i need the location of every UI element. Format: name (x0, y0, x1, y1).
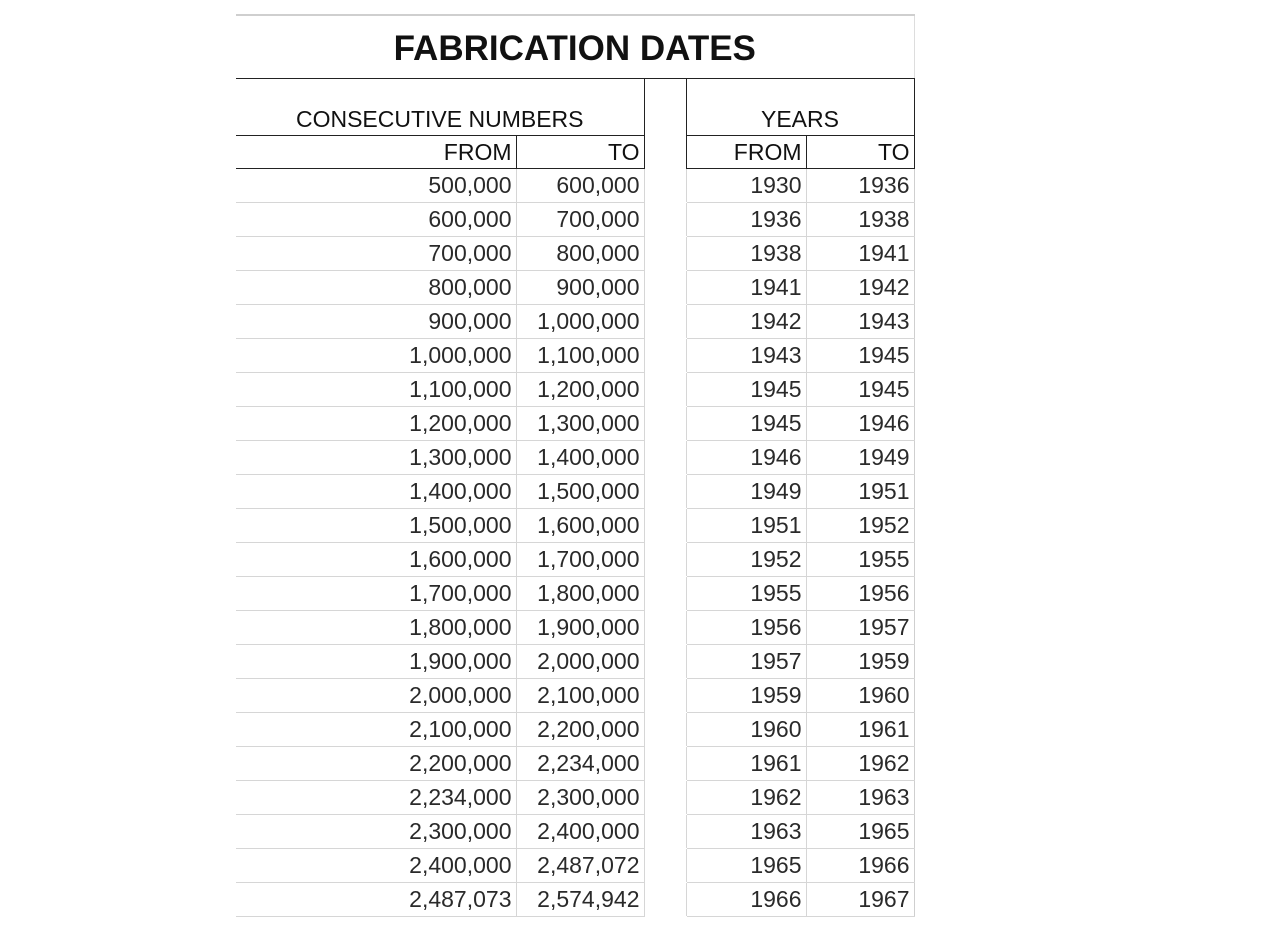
cell-number-to: 1,200,000 (516, 373, 644, 407)
cell-year-from: 1930 (686, 169, 806, 203)
cell-gap (644, 339, 686, 373)
cell-year-from: 1936 (686, 203, 806, 237)
cell-year-to: 1959 (806, 645, 914, 679)
table-row (236, 611, 914, 645)
cell-year-from: 1962 (686, 781, 806, 815)
cell-number-to: 2,400,000 (516, 815, 644, 849)
cell-number-from: 2,200,000 (236, 747, 516, 781)
cell-number-to: 2,574,942 (516, 883, 644, 917)
cell-year-from: 1946 (686, 441, 806, 475)
cell-year-to: 1945 (806, 339, 914, 373)
cell-number-from: 2,487,073 (236, 883, 516, 917)
cell-gap (644, 815, 686, 849)
cell-number-from: 2,100,000 (236, 713, 516, 747)
cell-gap (644, 713, 686, 747)
cell-gap (644, 747, 686, 781)
fabrication-dates-table (236, 14, 915, 917)
cell-year-to: 1957 (806, 611, 914, 645)
cell-number-to: 1,300,000 (516, 407, 644, 441)
cell-number-from: 2,400,000 (236, 849, 516, 883)
cell-gap (644, 781, 686, 815)
table-body (236, 169, 914, 917)
cell-number-from: 800,000 (236, 271, 516, 305)
cell-number-from: 2,234,000 (236, 781, 516, 815)
table-row (236, 577, 914, 611)
group-header-row (236, 79, 914, 136)
cell-number-from: 1,100,000 (236, 373, 516, 407)
cell-number-from: 700,000 (236, 237, 516, 271)
cell-number-to: 900,000 (516, 271, 644, 305)
table-row (236, 237, 914, 271)
table-row (236, 849, 914, 883)
cell-gap (644, 271, 686, 305)
cell-number-to: 2,300,000 (516, 781, 644, 815)
cell-year-from: 1949 (686, 475, 806, 509)
cell-year-to: 1936 (806, 169, 914, 203)
cell-number-from: 2,300,000 (236, 815, 516, 849)
cell-number-from: 600,000 (236, 203, 516, 237)
cell-year-to: 1945 (806, 373, 914, 407)
cell-year-to: 1967 (806, 883, 914, 917)
cell-number-to: 1,900,000 (516, 611, 644, 645)
cell-gap (644, 475, 686, 509)
table-row (236, 169, 914, 203)
sub-header-row (236, 136, 914, 169)
cell-year-from: 1957 (686, 645, 806, 679)
cell-gap (644, 509, 686, 543)
years-from-header: FROM (686, 136, 806, 169)
sub-header-gap-cell (644, 136, 686, 169)
table-row (236, 203, 914, 237)
cell-number-to: 2,487,072 (516, 849, 644, 883)
table-row (236, 271, 914, 305)
cell-number-to: 700,000 (516, 203, 644, 237)
cell-year-from: 1959 (686, 679, 806, 713)
years-to-header: TO (806, 136, 914, 169)
cell-number-to: 1,400,000 (516, 441, 644, 475)
cell-number-to: 1,600,000 (516, 509, 644, 543)
cell-number-from: 1,700,000 (236, 577, 516, 611)
header-gap-cell (644, 79, 686, 136)
cell-gap (644, 237, 686, 271)
cell-number-from: 1,400,000 (236, 475, 516, 509)
cell-number-from: 1,600,000 (236, 543, 516, 577)
table-row (236, 543, 914, 577)
cell-year-to: 1943 (806, 305, 914, 339)
cell-year-from: 1965 (686, 849, 806, 883)
cell-year-to: 1962 (806, 747, 914, 781)
years-header: YEARS (686, 79, 914, 136)
cell-number-to: 1,700,000 (516, 543, 644, 577)
cell-year-from: 1955 (686, 577, 806, 611)
cell-year-to: 1965 (806, 815, 914, 849)
table-row (236, 407, 914, 441)
table-row (236, 441, 914, 475)
table-title: FABRICATION DATES (236, 15, 914, 79)
cell-year-to: 1955 (806, 543, 914, 577)
cell-year-from: 1941 (686, 271, 806, 305)
cell-number-from: 900,000 (236, 305, 516, 339)
cell-number-from: 1,900,000 (236, 645, 516, 679)
cell-gap (644, 305, 686, 339)
cell-year-to: 1961 (806, 713, 914, 747)
cell-year-to: 1952 (806, 509, 914, 543)
cell-number-from: 1,300,000 (236, 441, 516, 475)
cell-year-from: 1942 (686, 305, 806, 339)
cell-number-to: 2,100,000 (516, 679, 644, 713)
table-row (236, 747, 914, 781)
numbers-to-header: TO (516, 136, 644, 169)
table-row (236, 645, 914, 679)
cell-number-to: 2,234,000 (516, 747, 644, 781)
cell-year-to: 1949 (806, 441, 914, 475)
cell-gap (644, 373, 686, 407)
cell-year-from: 1945 (686, 373, 806, 407)
cell-number-to: 800,000 (516, 237, 644, 271)
table-row (236, 781, 914, 815)
table-row (236, 475, 914, 509)
cell-number-to: 1,500,000 (516, 475, 644, 509)
cell-gap (644, 441, 686, 475)
cell-number-from: 2,000,000 (236, 679, 516, 713)
cell-year-to: 1951 (806, 475, 914, 509)
table-row (236, 713, 914, 747)
table-row (236, 509, 914, 543)
cell-year-from: 1945 (686, 407, 806, 441)
cell-number-from: 1,000,000 (236, 339, 516, 373)
numbers-from-header: FROM (236, 136, 516, 169)
cell-year-from: 1963 (686, 815, 806, 849)
fabrication-dates-sheet (236, 14, 914, 917)
cell-gap (644, 679, 686, 713)
cell-year-from: 1966 (686, 883, 806, 917)
cell-year-to: 1963 (806, 781, 914, 815)
cell-gap (644, 407, 686, 441)
cell-number-to: 1,000,000 (516, 305, 644, 339)
cell-year-to: 1942 (806, 271, 914, 305)
cell-number-from: 1,200,000 (236, 407, 516, 441)
cell-gap (644, 169, 686, 203)
cell-gap (644, 645, 686, 679)
cell-number-to: 2,000,000 (516, 645, 644, 679)
cell-year-to: 1960 (806, 679, 914, 713)
cell-gap (644, 203, 686, 237)
cell-gap (644, 543, 686, 577)
title-row (236, 15, 914, 79)
cell-number-from: 500,000 (236, 169, 516, 203)
table-row (236, 679, 914, 713)
cell-year-from: 1952 (686, 543, 806, 577)
table-row (236, 883, 914, 917)
cell-year-from: 1943 (686, 339, 806, 373)
cell-gap (644, 611, 686, 645)
cell-year-to: 1941 (806, 237, 914, 271)
table-row (236, 305, 914, 339)
cell-gap (644, 849, 686, 883)
cell-number-to: 1,100,000 (516, 339, 644, 373)
table-row (236, 339, 914, 373)
cell-year-from: 1938 (686, 237, 806, 271)
cell-year-from: 1960 (686, 713, 806, 747)
cell-number-from: 1,500,000 (236, 509, 516, 543)
consecutive-numbers-header: CONSECUTIVE NUMBERS (236, 79, 644, 136)
cell-number-from: 1,800,000 (236, 611, 516, 645)
cell-year-from: 1956 (686, 611, 806, 645)
cell-gap (644, 883, 686, 917)
cell-year-to: 1956 (806, 577, 914, 611)
cell-number-to: 600,000 (516, 169, 644, 203)
cell-number-to: 1,800,000 (516, 577, 644, 611)
table-row (236, 373, 914, 407)
cell-year-from: 1961 (686, 747, 806, 781)
cell-year-to: 1946 (806, 407, 914, 441)
cell-number-to: 2,200,000 (516, 713, 644, 747)
cell-year-from: 1951 (686, 509, 806, 543)
table-row (236, 815, 914, 849)
cell-gap (644, 577, 686, 611)
cell-year-to: 1966 (806, 849, 914, 883)
cell-year-to: 1938 (806, 203, 914, 237)
